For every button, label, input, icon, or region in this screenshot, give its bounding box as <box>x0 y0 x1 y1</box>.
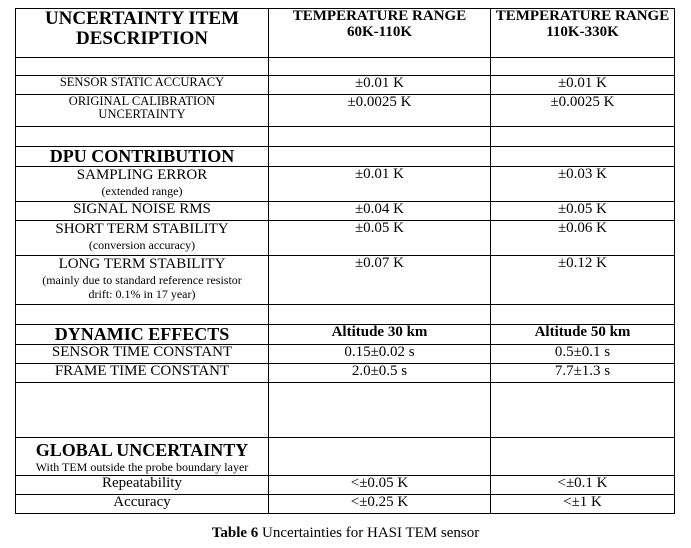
row-value-low: ±0.07 K <box>269 256 491 305</box>
table-row <box>16 202 675 221</box>
altitude-low: Altitude 30 km <box>269 325 491 345</box>
row-label: LONG TERM STABILITY (mainly due to standard reference resistor drift: 0.1% in 17 year) <box>16 256 269 305</box>
row-value-low: ±0.05 K <box>269 221 491 256</box>
table-row <box>16 256 675 305</box>
row-label: ORIGINAL CALIBRATION UNCERTAINTY <box>16 95 269 127</box>
row-label: SENSOR STATIC ACCURACY <box>16 76 269 95</box>
caption-number: Table 6 <box>211 525 259 541</box>
table-caption <box>0 525 691 542</box>
row-value-low: ±0.04 K <box>269 202 491 221</box>
table-row <box>16 167 675 202</box>
row-value-high: 7.7±1.3 s <box>491 364 675 383</box>
row-value-low: <±0.25 K <box>269 495 491 514</box>
row-label: Repeatability <box>16 476 269 495</box>
section-title: GLOBAL UNCERTAINTY <box>35 440 249 460</box>
table-row <box>16 76 675 95</box>
row-value-low: 0.15±0.02 s <box>269 345 491 364</box>
header-row <box>16 9 675 58</box>
row-label: Accuracy <box>16 495 269 514</box>
spacer-row <box>16 305 675 325</box>
row-value-high: ±0.0025 K <box>491 95 675 127</box>
header-range-low: TEMPERATURE RANGE 60K-110K <box>269 9 491 58</box>
spacer-row <box>16 127 675 147</box>
table-row <box>16 476 675 495</box>
row-label: SHORT TERM STABILITY (conversion accuracy) <box>16 221 269 256</box>
section-row <box>16 147 675 167</box>
section-title: DYNAMIC EFFECTS <box>16 325 269 345</box>
row-value-low: ±0.0025 K <box>269 95 491 127</box>
spacer-row <box>16 58 675 76</box>
row-value-high: ±0.03 K <box>491 167 675 202</box>
row-value-high: ±0.01 K <box>491 76 675 95</box>
row-value-high: ±0.12 K <box>491 256 675 305</box>
table-row <box>16 345 675 364</box>
section-title: DPU CONTRIBUTION <box>16 147 269 167</box>
uncertainty-table <box>15 8 675 514</box>
header-description: UNCERTAINTY ITEM DESCRIPTION <box>16 9 269 58</box>
row-value-low: ±0.01 K <box>269 76 491 95</box>
row-value-low: ±0.01 K <box>269 167 491 202</box>
row-label: SAMPLING ERROR (extended range) <box>16 167 269 202</box>
section-row <box>16 325 675 345</box>
section-note: With TEM outside the probe boundary layer <box>35 460 249 474</box>
row-value-high: <±1 K <box>491 495 675 514</box>
row-value-high: ±0.06 K <box>491 221 675 256</box>
header-range-high: TEMPERATURE RANGE 110K-330K <box>491 9 675 58</box>
row-label: FRAME TIME CONSTANT <box>16 364 269 383</box>
table-row <box>16 364 675 383</box>
row-value-high: 0.5±0.1 s <box>491 345 675 364</box>
caption-text: Uncertainties for HASI TEM sensor <box>258 525 480 541</box>
row-value-low: <±0.05 K <box>269 476 491 495</box>
row-label: SENSOR TIME CONSTANT <box>16 345 269 364</box>
row-value-low: 2.0±0.5 s <box>269 364 491 383</box>
section-row <box>16 438 675 476</box>
row-value-high: <±0.1 K <box>491 476 675 495</box>
table-row <box>16 221 675 256</box>
altitude-high: Altitude 50 km <box>491 325 675 345</box>
table-row <box>16 95 675 127</box>
spacer-row <box>16 383 675 438</box>
row-label: SIGNAL NOISE RMS <box>16 202 269 221</box>
table-row <box>16 495 675 514</box>
section-title-cell <box>16 438 269 476</box>
row-value-high: ±0.05 K <box>491 202 675 221</box>
